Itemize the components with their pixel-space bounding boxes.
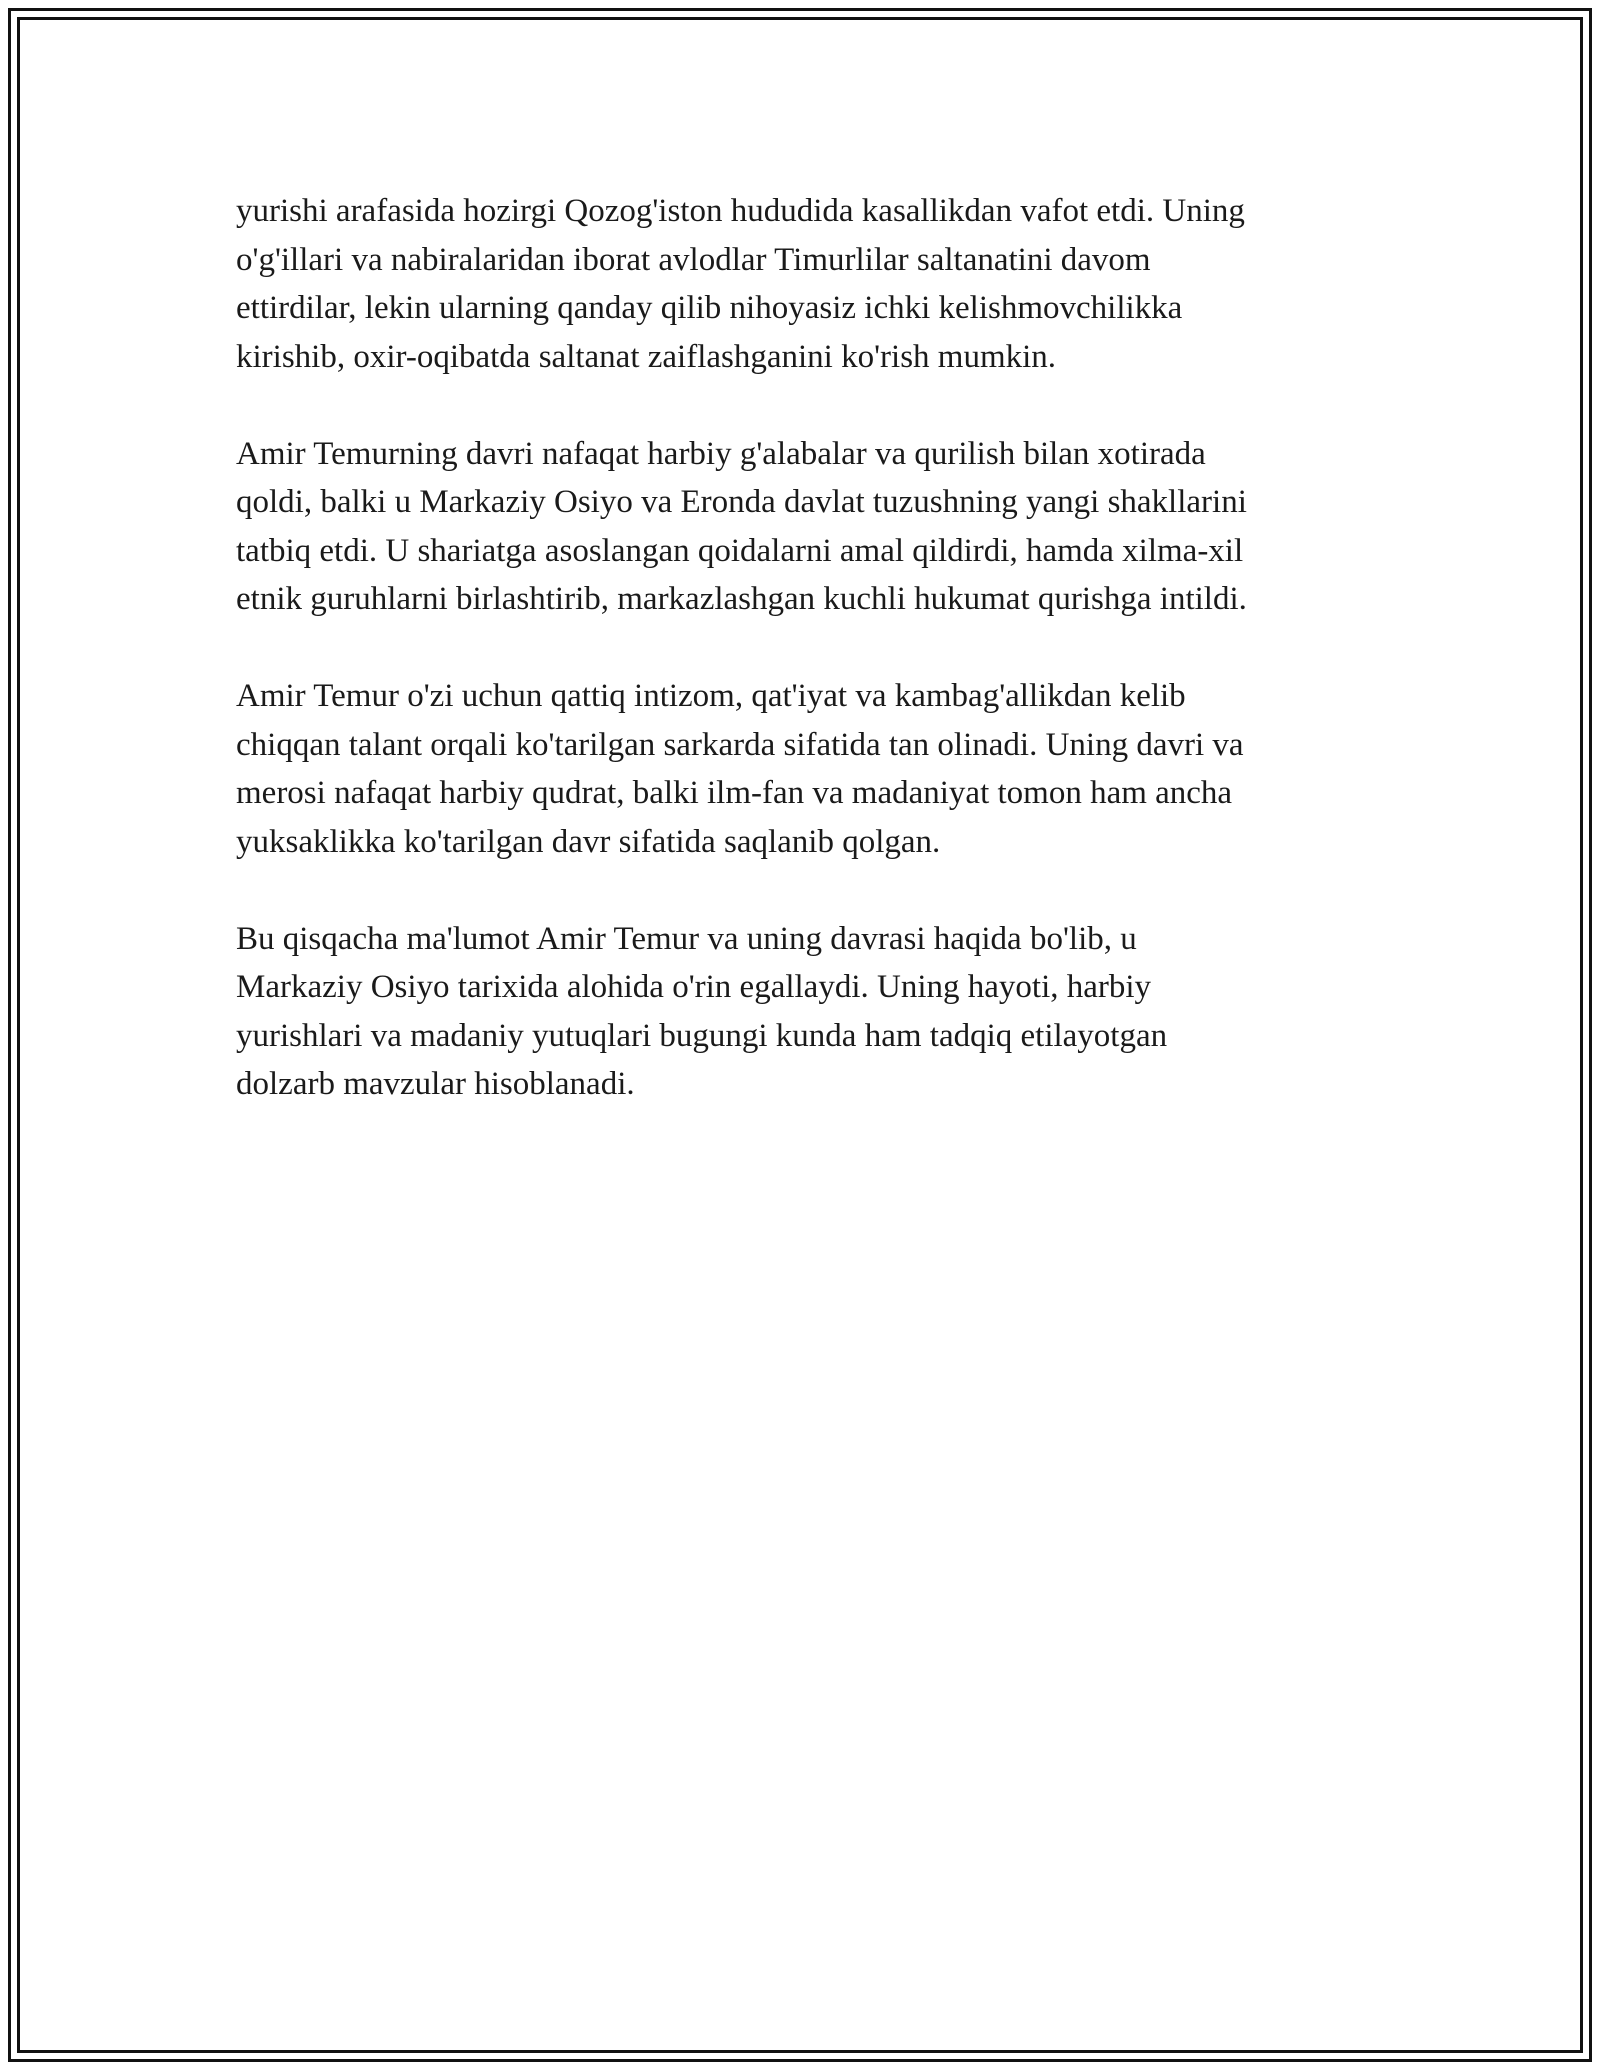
text-line: etnik guruhlarni birlashtirib, markazlashgan kuchli hukumat qurishga intildi. xyxy=(236,581,1247,617)
paragraph-2 xyxy=(236,430,1366,624)
text-line: Amir Temurning davri nafaqat harbiy g'alabalar va qurilish bilan xotirada xyxy=(236,435,1206,472)
text-line: dolzarb mavzular hisoblanadi. xyxy=(236,1066,635,1102)
paragraph-3 xyxy=(236,672,1366,866)
text-line: merosi nafaqat harbiy qudrat, balki ilm-fan va madaniyat tomon ham ancha xyxy=(236,775,1233,811)
paragraph-4 xyxy=(236,915,1366,1109)
document-body xyxy=(236,187,1366,1157)
text-line: Markaziy Osiyo tarixida alohida o'rin egallaydi. Uning hayoti, harbiy xyxy=(236,969,1152,1005)
text-line: o'g'illari va nabiralaridan iborat avlodlar Timurlilar saltanatini davom xyxy=(236,241,1151,278)
text-line: chiqqan talant orqali ko'tarilgan sarkarda sifatida tan olinadi. Uning davri va xyxy=(236,726,1244,763)
text-line: yurishlari va madaniy yutuqlari bugungi kunda ham tadqiq etilayotgan xyxy=(236,1017,1168,1054)
text-line: Bu qisqacha ma'lumot Amir Temur va uning davrasi haqida bo'lib, u xyxy=(236,920,1137,957)
paragraph-1 xyxy=(236,187,1366,381)
text-line: kirishib, oxir-oqibatda saltanat zaiflashganini ko'rish mumkin. xyxy=(236,338,1057,375)
text-line: tatbiq etdi. U shariatga asoslangan qoidalarni amal qildirdi, hamda xilma-xil xyxy=(236,532,1244,569)
text-line: Amir Temur o'zi uchun qattiq intizom, qat'iyat va kambag'allikdan kelib xyxy=(236,678,1186,714)
text-line: qoldi, balki u Markaziy Osiyo va Eronda davlat tuzushning yangi shakllarini xyxy=(236,484,1247,520)
text-line: ettirdilar, lekin ularning qanday qilib nihoyasiz ichki kelishmovchilikka xyxy=(236,290,1183,326)
text-line: yuksaklikka ko'tarilgan davr sifatida saqlanib qolgan. xyxy=(236,823,941,860)
text-line: yurishi arafasida hozirgi Qozog'iston hududida kasallikdan vafot etdi. Uning xyxy=(236,193,1245,229)
